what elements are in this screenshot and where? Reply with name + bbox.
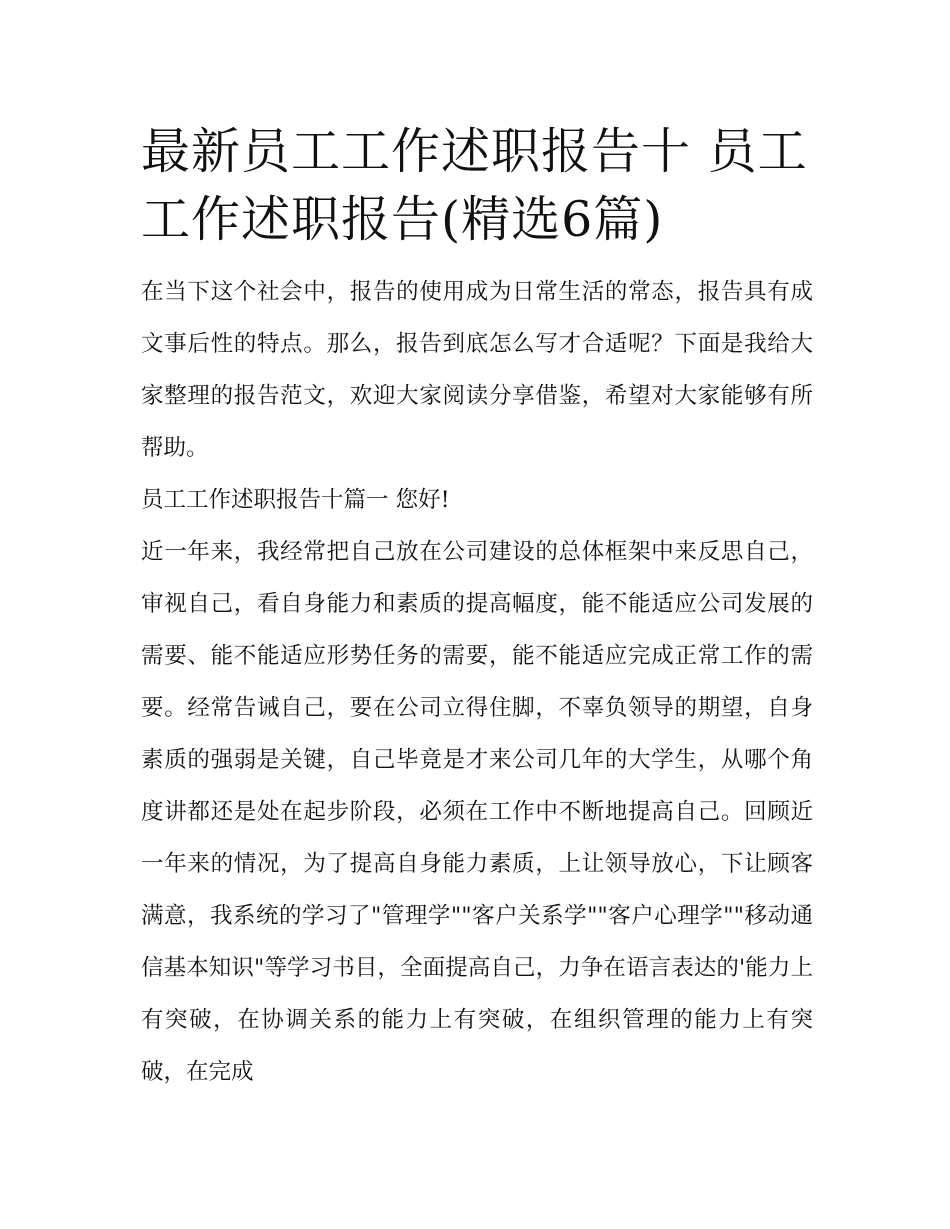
paragraph-section-heading: 员工工作述职报告十篇一 您好! bbox=[141, 487, 450, 513]
document-title: 最新员工工作述职报告十 员工工作述职报告(精选6篇) bbox=[141, 123, 808, 248]
document-body bbox=[141, 266, 813, 1098]
paragraph-body: 近一年来，我经常把自己放在公司建设的总体框架中来反思自己，审视自己，看自身能力和素质的提高幅度，能不能适应公司发展的需要、能不能适应形势任务的需要，能不能适应完成正常工作的需要。经常告诫自己，要在公司立得住脚，不辜负领导的期望，自身素质的强弱是关键，自己毕竟是才来公司几年的大学生，从哪个角度讲都还是处在起步阶段，必须在工作中不断地提高自己。回顾近一年来的情况，为了提高自身能力素质，上让领导放心，下让顾客满意，我系统的学习了"管理学""客户关系学""客户心理学""移动通信基本知识"等学习书目，全面提高自己，力争在语言表达的'能力上有突破，在协调关系的能力上有突破，在组织管理的能力上有突破，在完成 bbox=[141, 539, 813, 1085]
paragraph-intro: 在当下这个社会中，报告的使用成为日常生活的常态，报告具有成文事后性的特点。那么，报告到底怎么写才合适呢？下面是我给大家整理的报告范文，欢迎大家阅读分享借鉴，希望对大家能够有所帮助。 bbox=[141, 279, 813, 461]
document-content bbox=[141, 118, 813, 1098]
